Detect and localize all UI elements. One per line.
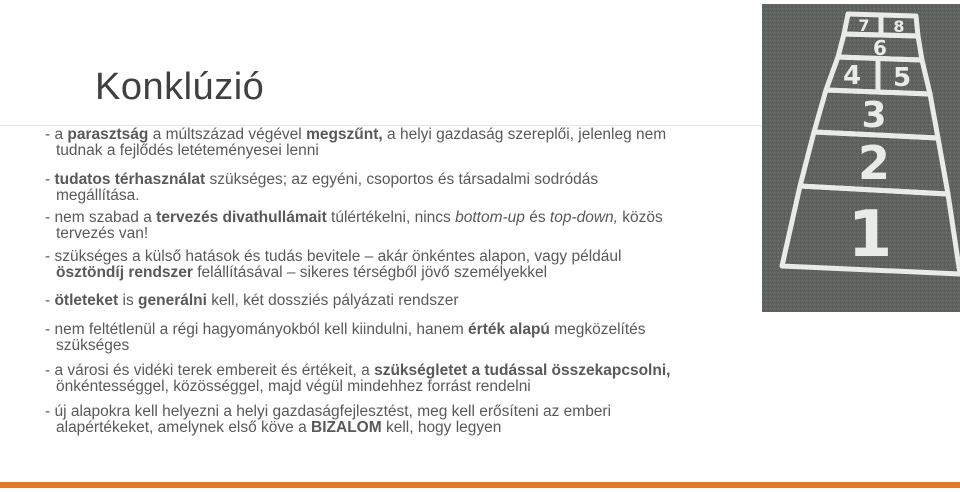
bullet-text-run: top-down, xyxy=(549,209,618,226)
bullet-text-run: tudatos térhasználat xyxy=(54,171,206,188)
bullet-text-run: a múltszázad végével xyxy=(148,126,307,143)
bullet-text-run: közös xyxy=(617,209,663,226)
bullet-text-run: - szükséges a külső hatások és tudás bevitele – akár önkéntes alapon, vagy például xyxy=(45,248,622,265)
bullet-text-run: generálni xyxy=(138,292,207,309)
hop-num-5: 5 xyxy=(892,63,912,93)
hop-num-6: 6 xyxy=(873,36,887,60)
hop-num-7: 7 xyxy=(858,16,870,35)
bullet-text-run: alapértékeket, amelynek első köve a xyxy=(56,419,312,436)
bullet-line xyxy=(45,127,745,143)
bullet-text-run: szükséges; az egyéni, csoportos és társadalmi sodródás xyxy=(205,171,599,188)
bullet-text-run: megközelítés xyxy=(549,321,646,338)
bullet-line xyxy=(45,249,745,265)
bullet-text-run: parasztság xyxy=(67,126,149,143)
hop-num-1: 1 xyxy=(847,198,893,272)
bullet-item xyxy=(45,172,745,204)
bullet-text-run: tervezés van! xyxy=(56,225,149,242)
bullet-text-run: tervezés divathullámait xyxy=(156,209,327,226)
slide-title: Konklúzió xyxy=(95,66,265,108)
hopscotch-photo xyxy=(762,4,960,312)
bullet-text-run: - új alapokra kell helyezni a helyi gazdaságfejlesztést, meg kell erősíteni az emberi xyxy=(45,403,612,420)
bullet-line xyxy=(45,404,745,420)
bullet-item xyxy=(45,293,745,309)
bullet-item xyxy=(45,210,745,242)
bullet-text-run: kell, hogy legyen xyxy=(381,419,502,436)
bullet-text-run: is xyxy=(118,292,139,309)
bullet-text-run: megállítása. xyxy=(56,187,140,204)
bullet-text-run: - xyxy=(45,171,55,188)
bullet-line-continuation xyxy=(45,188,745,204)
bullet-text-run: - nem feltétlenül a régi hagyományokból kell kiindulni, hanem xyxy=(45,321,469,338)
bullet-line-continuation xyxy=(45,265,745,281)
bullet-item xyxy=(45,127,745,159)
bullet-item xyxy=(45,363,745,395)
bullet-line xyxy=(45,293,745,309)
bullet-item xyxy=(45,249,745,281)
bullet-text-run: túlértékelni, nincs xyxy=(326,209,456,226)
hop-num-4: 4 xyxy=(842,61,862,91)
bullet-text-run: kell, két dossziés pályázati rendszer xyxy=(206,292,459,309)
bullet-text-run: ötleteket xyxy=(54,292,119,309)
bullet-text-run: önkéntességgel, közösséggel, majd végül mindehhez forrást rendelni xyxy=(56,378,531,395)
bullet-text-run: érték alapú xyxy=(468,321,550,338)
bullet-line-continuation xyxy=(45,379,745,395)
bullet-text-run: BIZALOM xyxy=(311,419,382,436)
bullet-text-run: - a városi és vidéki terek embereit és értékeit, a xyxy=(45,362,375,379)
bullet-item xyxy=(45,404,745,436)
bullet-text-run: felállításával – sikeres térségből jövő személyekkel xyxy=(192,264,548,281)
bullet-text-run: tudnak a fejlődés letéteményesei lenni xyxy=(56,142,319,159)
bullet-line xyxy=(45,322,745,338)
bullet-text-run: szükséges xyxy=(56,337,130,354)
hop-num-3: 3 xyxy=(861,95,887,136)
bullet-text-run: - xyxy=(45,292,55,309)
bullet-line xyxy=(45,363,745,379)
bullet-text-run: ösztöndíj rendszer xyxy=(56,264,193,281)
bullet-text-run: szükségletet a tudással összekapcsolni, xyxy=(374,362,671,379)
accent-bar xyxy=(0,482,960,488)
bullet-line-continuation xyxy=(45,226,745,242)
bullet-text-run: és xyxy=(524,209,550,226)
bullet-text-run: - a xyxy=(45,126,68,143)
bullet-line-continuation xyxy=(45,143,745,159)
hop-num-2: 2 xyxy=(857,136,891,190)
bullet-line-continuation xyxy=(45,420,745,436)
bullet-text-run: - nem szabad a xyxy=(45,209,157,226)
bullet-line xyxy=(45,172,745,188)
bullet-text-run: bottom-up xyxy=(455,209,525,226)
bullet-line xyxy=(45,210,745,226)
hop-num-8: 8 xyxy=(893,17,905,36)
bullet-item xyxy=(45,322,745,354)
bullet-text-run: megszűnt, xyxy=(306,126,383,143)
hopscotch-image xyxy=(762,4,960,312)
bullet-line-continuation xyxy=(45,338,745,354)
bullet-text-run: a helyi gazdaság szereplői, jelenleg nem xyxy=(382,126,667,143)
